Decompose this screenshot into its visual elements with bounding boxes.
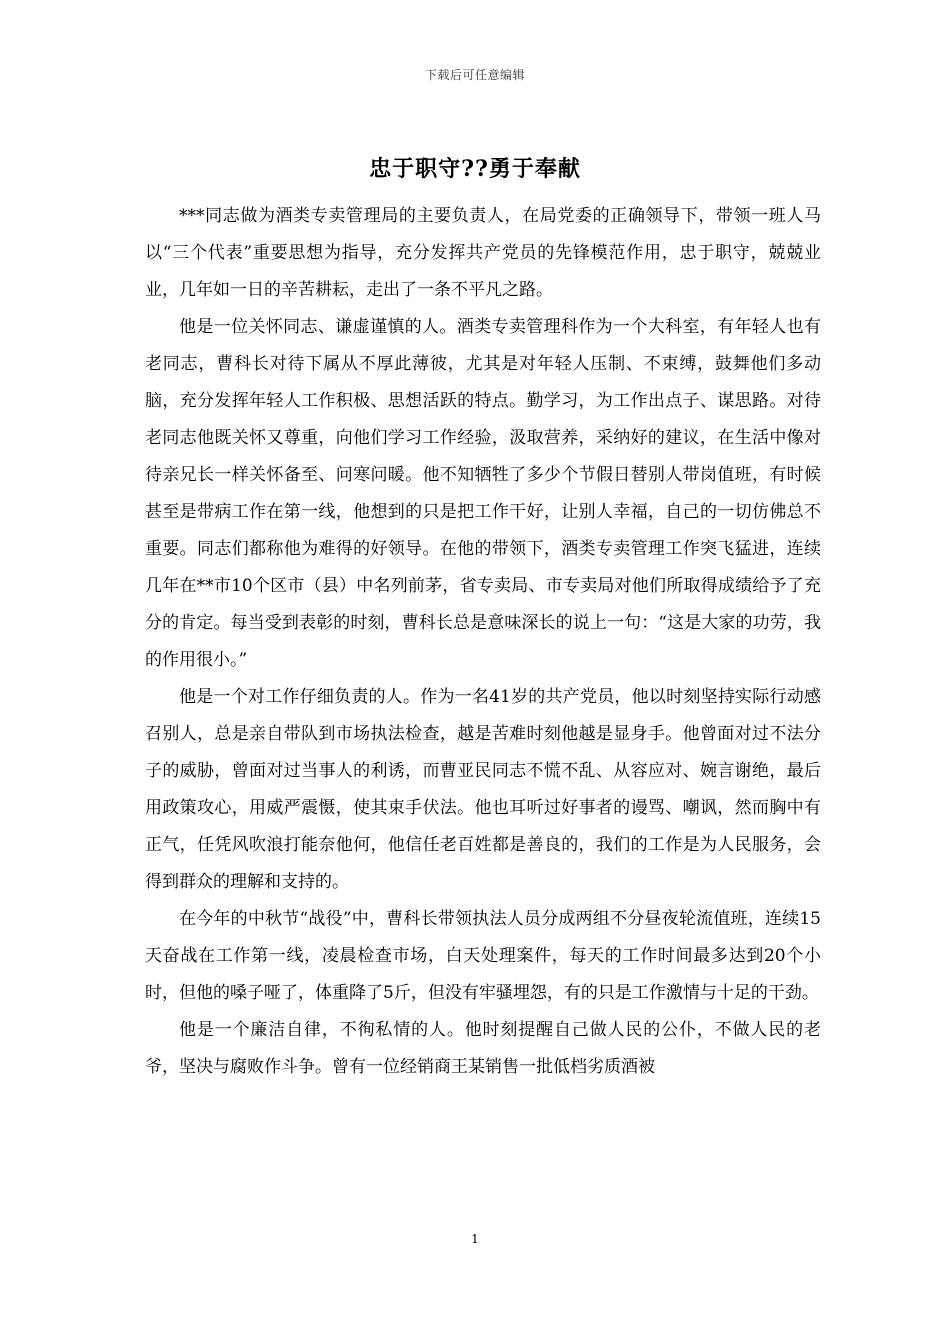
paragraph-2: 他是一位关怀同志、谦虚谨慎的人。酒类专卖管理科作为一个大科室，有年轻人也有老同志，曹科长对待下属从不厚此薄彼，尤其是对年轻人压制、不束缚，鼓舞他们多动脑，充分发挥年轻人工作积极、思想活跃的特点。勤学习，为工作出点子、谋思路。对待老同志他既关怀又尊重，向他们学习工作经验，汲取营养，采纳好的建议，在生活中像对待亲兄长一样关怀备至、问寒问暖。他不知牺牲了多少个节假日替别人带岗值班，有时候甚至是带病工作在第一线，他想到的只是把工作干好，让别人幸福，自己的一切仿佛总不重要。同志们都称他为难得的好领导。在他的带领下，酒类专卖管理工作突飞猛进，连续几年在**市10个区市（县）中名列前茅，省专卖局、市专卖局对他们所取得成绩给予了充分的肯定。每当受到表彰的时刻，曹科长总是意味深长的说上一句：“这是大家的功劳，我的作用很小。” — [145, 317, 821, 670]
page-number: 1 — [471, 1232, 479, 1246]
paragraph-5: 他是一个廉洁自律，不徇私情的人。他时刻提醒自己做人民的公仆，不做人民的老爷，坚决与腐败作斗争。曾有一位经销商王某销售一批低档劣质酒被 — [145, 1020, 821, 1077]
document-title: 忠于职守??勇于奉献 — [369, 156, 581, 182]
paragraph-3: 他是一个对工作仔细负责的人。作为一名41岁的共产党员，他以时刻坚持实际行动感召别人，总是亲自带队到市场执法检查，越是苦难时刻他越是显身手。他曾面对过不法分子的威胁，曾面对过当事人的利诱，而曹亚民同志不慌不乱、从容应对、婉言谢绝，最后用政策攻心，用威严震慑，使其束手伏法。他也耳听过好事者的谩骂、嘲讽，然而胸中有正气，任凭风吹浪打能奈他何，他信任老百姓都是善良的，我们的工作是为人民服务，会得到群众的理解和支持的。 — [145, 687, 821, 892]
paragraph-4: 在今年的中秋节“战役”中，曹科长带领执法人员分成两组不分昼夜轮流值班，连续15天奋战在工作第一线，凌晨检查市场，白天处理案件，每天的工作时间最多达到20个小时，但他的嗓子哑了，体重降了5斤，但没有牢骚埋怨，有的只是工作激情与十足的干劲。 — [145, 909, 821, 1003]
page-header-note: 下载后可任意编辑 — [424, 68, 525, 82]
paragraph-1: ***同志做为酒类专卖管理局的主要负责人，在局党委的正确领导下，带领一班人马以“三个代表”重要思想为指导，充分发挥共产党员的先锋模范作用，忠于职守，兢兢业业，几年如一日的辛苦耕耘，走出了一条不平凡之路。 — [145, 206, 821, 300]
document-body — [145, 198, 821, 1086]
